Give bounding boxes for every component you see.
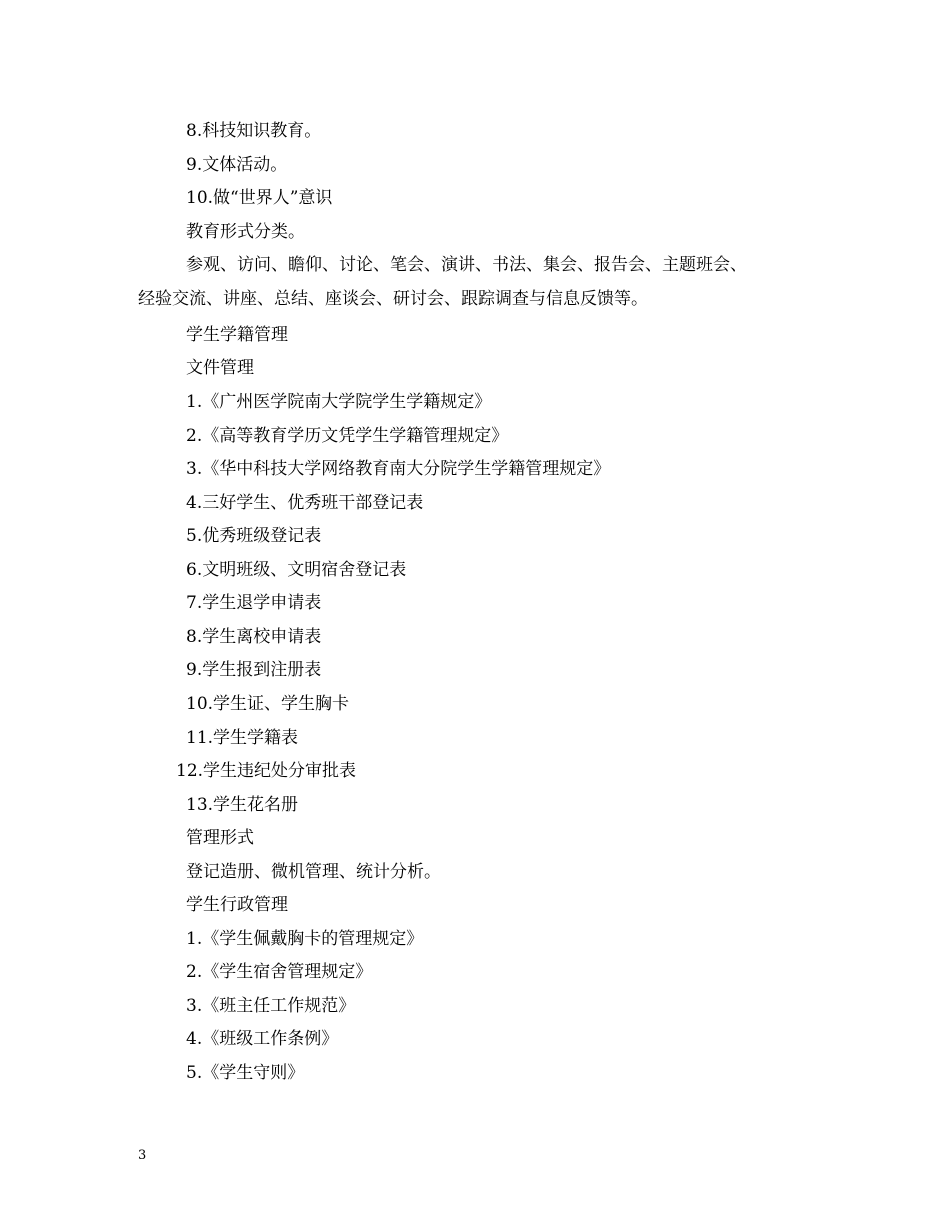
list-item: 4.三好学生、优秀班干部登记表 (186, 493, 424, 513)
list-item: 9.学生报到注册表 (186, 660, 322, 680)
list-item: 5.优秀班级登记表 (186, 526, 322, 546)
list-item: 2.《学生宿舍管理规定》 (186, 962, 373, 982)
list-item: 3.《华中科技大学网络教育南大分院学生学籍管理规定》 (186, 459, 611, 479)
list-item: 12.学生违纪处分审批表 (176, 761, 357, 781)
list-item: 5.《学生守则》 (186, 1063, 305, 1083)
list-item: 10.做“世界人”意识 (186, 188, 333, 208)
section-heading: 学生学籍管理 (186, 325, 288, 345)
section-heading: 管理形式 (186, 828, 254, 848)
list-item: 8.科技知识教育。 (186, 121, 322, 141)
list-item: 11.学生学籍表 (186, 728, 299, 748)
list-item: 1.《学生佩戴胸卡的管理规定》 (186, 929, 424, 949)
list-item: 8.学生离校申请表 (186, 627, 322, 647)
section-heading: 教育形式分类。 (186, 222, 305, 242)
list-item: 7.学生退学申请表 (186, 593, 322, 613)
list-item: 2.《高等教育学历文凭学生学籍管理规定》 (186, 426, 509, 446)
list-item: 9.文体活动。 (186, 155, 288, 175)
list-item: 13.学生花名册 (186, 795, 299, 815)
list-item: 1.《广州医学院南大学院学生学籍规定》 (186, 392, 492, 412)
list-item: 10.学生证、学生胸卡 (186, 694, 350, 714)
section-heading: 学生行政管理 (186, 895, 288, 915)
body-paragraph (138, 248, 828, 316)
section-heading: 文件管理 (186, 358, 254, 378)
list-item: 4.《班级工作条例》 (186, 1029, 339, 1049)
paragraph-line: 经验交流、讲座、总结、座谈会、研讨会、跟踪调查与信息反馈等。 (138, 289, 648, 309)
paragraph-line: 参观、访问、瞻仰、讨论、笔会、演讲、书法、集会、报告会、主题班会、 (186, 255, 747, 275)
body-text: 登记造册、微机管理、统计分析。 (186, 862, 441, 882)
page-number: 3 (138, 1148, 147, 1163)
list-item: 6.文明班级、文明宿舍登记表 (186, 560, 407, 580)
list-item: 3.《班主任工作规范》 (186, 996, 356, 1016)
